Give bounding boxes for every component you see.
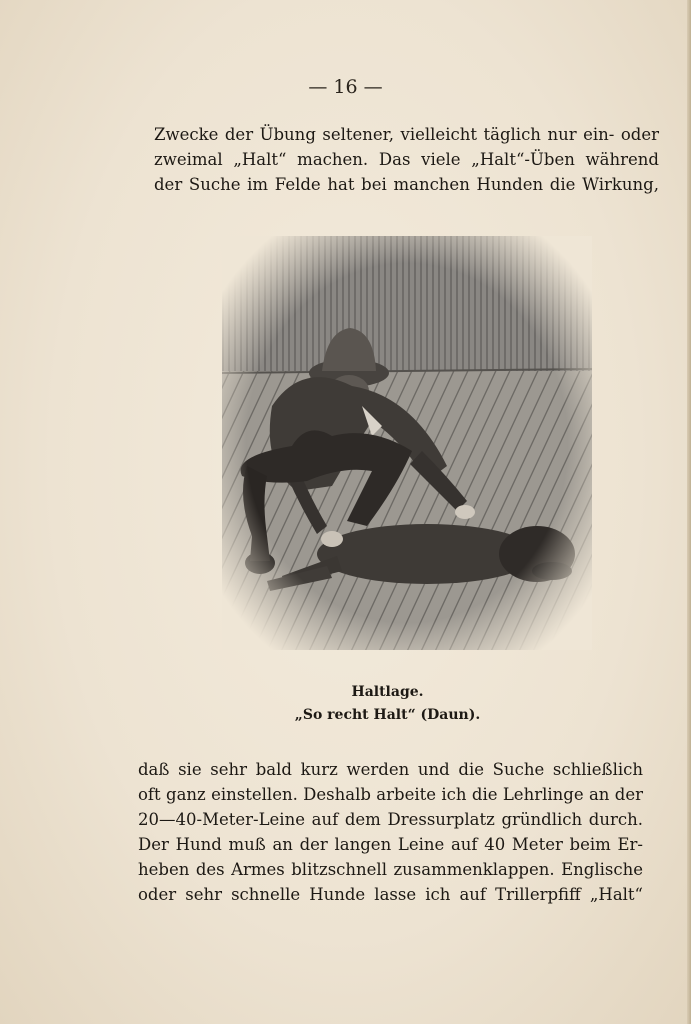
text-line: der Suche im Felde hat bei manchen Hunden die Wirkung, [154,175,659,194]
text-line: Zwecke der Übung seltener, vielleicht täglich nur ein- oder [154,125,659,144]
page-edge [687,0,691,1024]
top-paragraph [154,122,659,197]
photo-illustration [222,236,592,650]
text-line: oft ganz einstellen. Deshalb arbeite ich die Lehrlinge an der [138,785,643,804]
bottom-paragraph [138,757,643,907]
text-line: 20—40-Meter-Leine auf dem Dressurplatz gründlich durch. [138,810,643,829]
page-number: — 16 — [308,76,383,98]
text-line: Der Hund muß an der langen Leine auf 40 Meter beim Er- [138,835,643,854]
figure-caption-title: Haltlage. [351,684,424,700]
text-line: oder sehr schnelle Hunde lasse ich auf Trillerpfiff „Halt“ [138,885,643,904]
text-line: daß sie sehr bald kurz werden und die Suche schließlich [138,760,643,779]
text-line: heben des Armes blitzschnell zusammenklappen. Englische [138,860,643,879]
photograph [222,236,592,650]
figure-caption-subtitle: „So recht Halt“ (Daun). [294,707,481,723]
text-line: zweimal „Halt“ machen. Das viele „Halt“-Üben während [154,150,659,169]
